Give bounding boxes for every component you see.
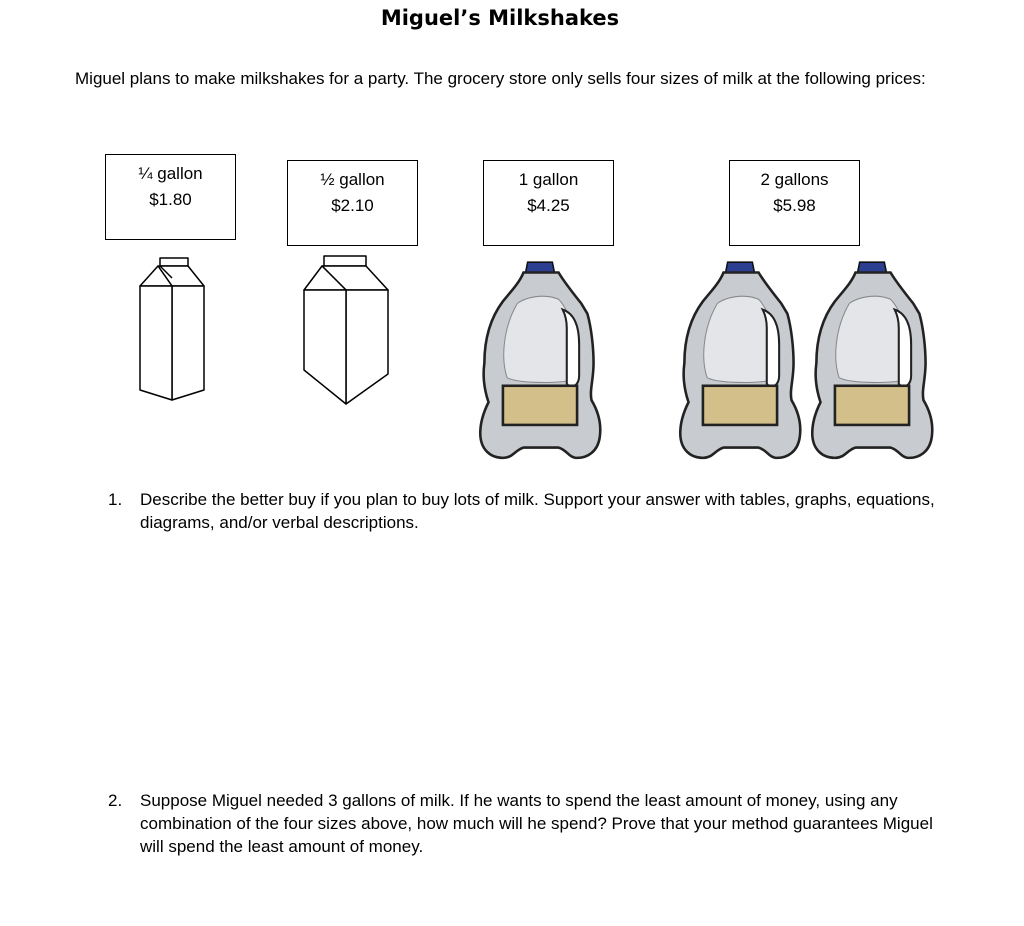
question-2 [108, 789, 938, 861]
intro-paragraph: Miguel plans to make milkshakes for a party. The grocery store only sells four sizes of milk at the following prices: [75, 69, 926, 88]
question-number: 2. [108, 791, 123, 810]
price-box-half-gallon [287, 160, 418, 246]
price-box-quarter-gallon [105, 154, 236, 240]
price-label: $4.25 [527, 196, 570, 215]
price-label: $1.80 [149, 190, 192, 209]
two-milk-jugs [676, 256, 938, 462]
small-milk-carton-icon [136, 256, 208, 404]
price-label: $5.98 [773, 196, 816, 215]
milk-jug-icon [676, 256, 804, 462]
price-label: $2.10 [331, 196, 374, 215]
size-label: 1 gallon [518, 170, 579, 189]
page-title: Miguel’s Milkshakes [380, 6, 620, 30]
question-number: 1. [108, 490, 123, 509]
milk-jug-icon [476, 256, 604, 462]
question-text: Suppose Miguel needed 3 gallons of milk. If he wants to spend the least amount of money, using any combination of the four sizes above, how much will he spend? Prove that your method guarantees Miguel will spend the least amount of money. [140, 791, 933, 856]
size-label: 2 gallons [760, 170, 829, 189]
question-1 [108, 488, 938, 538]
milk-carton-icon [300, 254, 392, 408]
size-label: ½ gallon [320, 170, 385, 189]
question-text: Describe the better buy if you plan to buy lots of milk. Support your answer with tables, graphs, equations, diagrams, and/or verbal descriptions. [140, 490, 935, 532]
price-box-one-gallon [483, 160, 614, 246]
size-label: ¼ gallon [138, 164, 203, 183]
price-box-two-gallons [729, 160, 860, 246]
milk-jug-icon [808, 256, 936, 462]
